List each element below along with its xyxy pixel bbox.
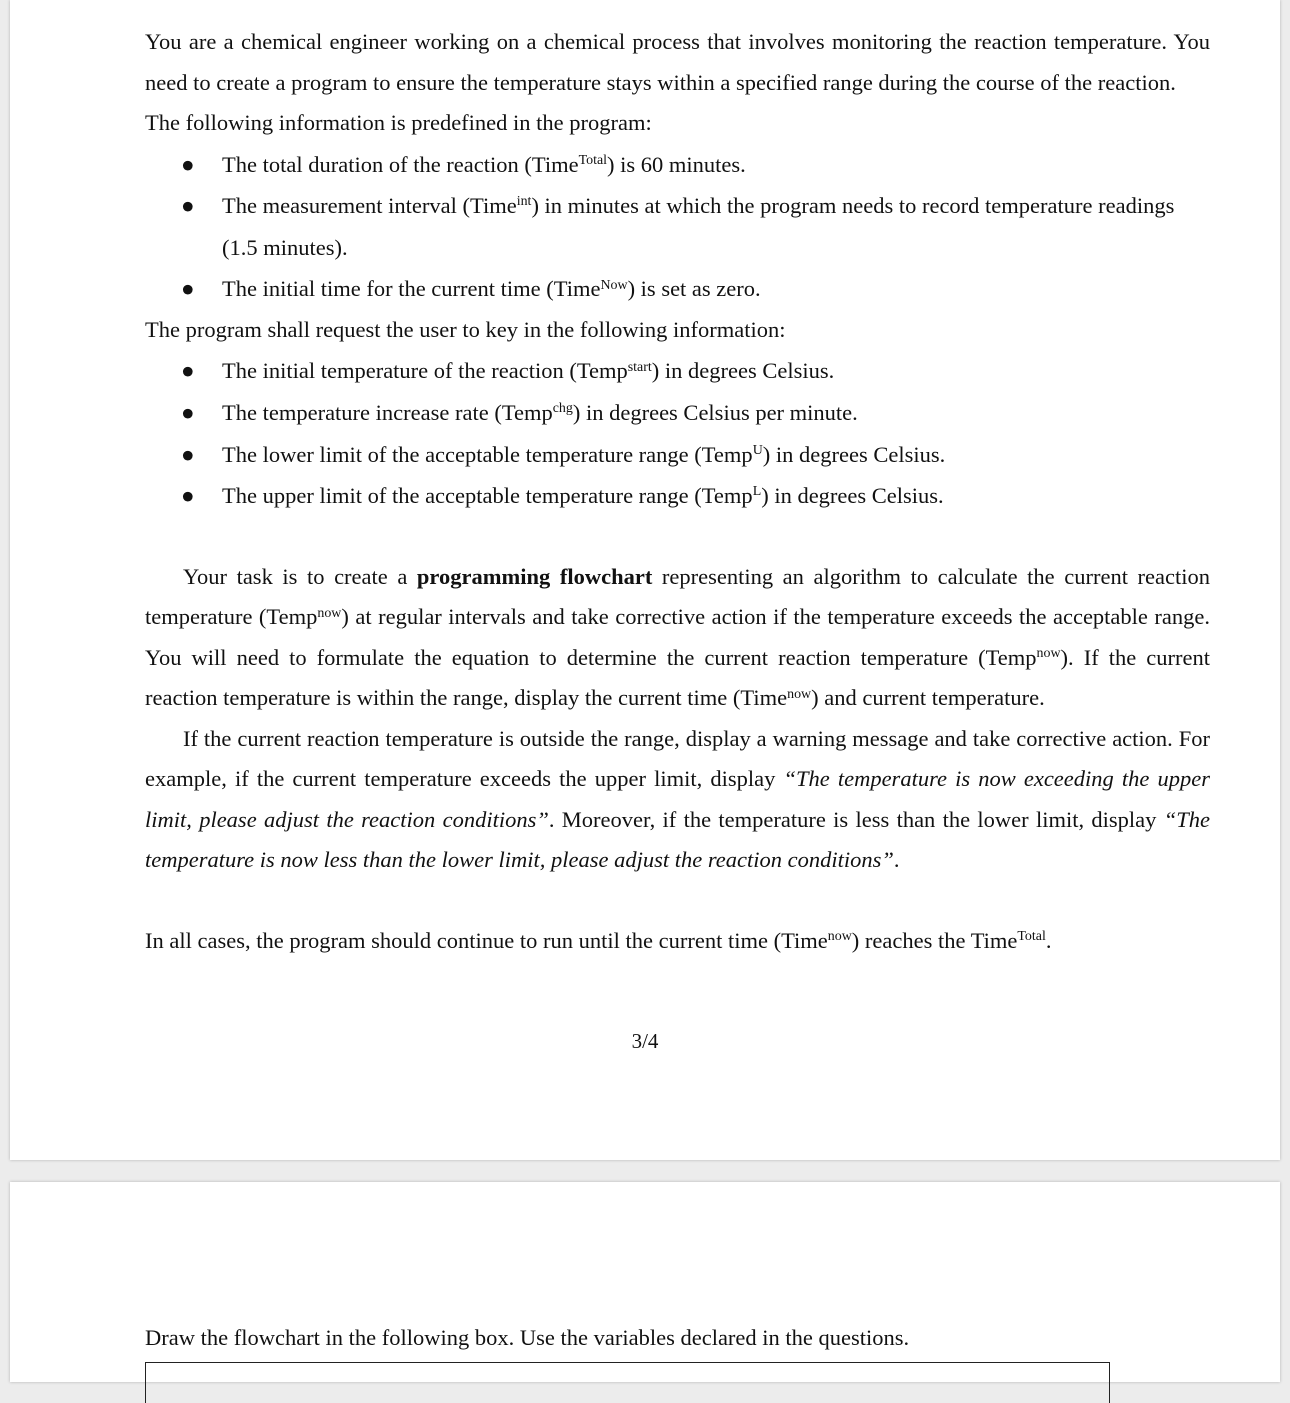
bullet-icon: ● bbox=[181, 483, 195, 509]
spacer bbox=[145, 517, 1210, 557]
intro-paragraph: You are a chemical engineer working on a chemical process that involves monitoring the reaction temperature. You need to create a program to ensure the temperature stays within a specified range during the course of the reaction. bbox=[145, 29, 1210, 95]
list-item: ● The upper limit of the acceptable temperature range (Temp$^L$) in degrees Celsius. bbox=[145, 475, 1210, 517]
bullet-icon: ● bbox=[181, 441, 195, 467]
user-input-list bbox=[145, 350, 1210, 516]
spacer bbox=[145, 881, 1210, 921]
warning-paragraph: If the current reaction temperature is outside the range, display a warning message and take corrective action. For example, if the current temperature exceeds the upper limit, display “The temperature is now exceeding the upper limit, please adjust the reaction conditions”. Moreover, if the temperature is less than the lower limit, display “The temperature is now less than the lower limit, please adjust the reaction conditions”. bbox=[145, 725, 1210, 873]
closing-paragraph: In all cases, the program should continue to run until the current time (Time$^{now}$) reaches the Time$^{Total}$. bbox=[145, 927, 1052, 953]
predefined-list bbox=[145, 144, 1210, 310]
document-page-4 bbox=[10, 1182, 1280, 1382]
bullet-icon: ● bbox=[181, 151, 195, 177]
list-item: ● The lower limit of the acceptable temperature range (Temp$^U$) in degrees Celsius. bbox=[145, 434, 1210, 476]
page-number: 3/4 bbox=[631, 1029, 659, 1053]
flowchart-instruction: Draw the flowchart in the following box. Use the variables declared in the questions. bbox=[145, 1325, 910, 1350]
list-item: ● The temperature increase rate (Temp$^{chg}$) in degrees Celsius per minute. bbox=[145, 392, 1210, 434]
list-item: ● The initial time for the current time (Time$^{Now}$) is set as zero. bbox=[145, 268, 1210, 310]
task-paragraph: Your task is to create a programming flowchart representing an algorithm to calculate the current reaction temperature (Temp$^{now}$) at regular intervals and take corrective action if the temperature exceeds the acceptable range. You will need to formulate the equation to determine the current reaction temperature (Temp$^{now}$). If the current reaction temperature is within the range, display the current time (Time$^{now}$) and current temperature. bbox=[145, 563, 1211, 711]
document-page-3 bbox=[10, 0, 1280, 1160]
page-body bbox=[145, 22, 1210, 961]
list-item: ● The initial temperature of the reaction (Temp$^{start}$) in degrees Celsius. bbox=[145, 350, 1210, 392]
predefined-heading: The following information is predefined in the program: bbox=[145, 110, 652, 135]
bullet-icon: ● bbox=[181, 193, 195, 219]
bullet-icon: ● bbox=[181, 399, 195, 425]
flowchart-answer-box[interactable] bbox=[145, 1362, 1110, 1403]
user-input-heading: The program shall request the user to key in the following information: bbox=[145, 316, 786, 342]
bullet-icon: ● bbox=[181, 358, 195, 384]
bullet-icon: ● bbox=[181, 276, 195, 302]
list-item: ● The total duration of the reaction (Time$^{Total}$) is 60 minutes. bbox=[145, 144, 1210, 186]
list-item: ● The measurement interval (Time$^{int}$) in minutes at which the program needs to record temperature readings (1.5 minutes). bbox=[145, 185, 1210, 268]
